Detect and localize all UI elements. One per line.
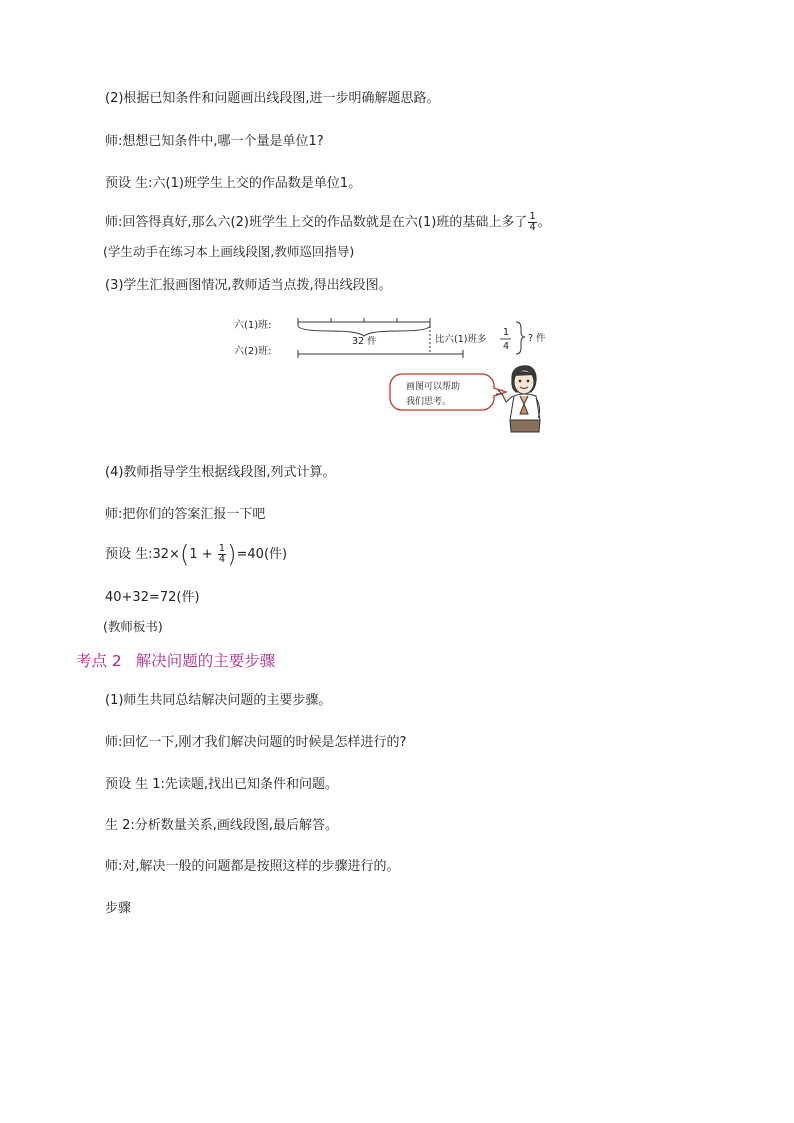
paragraph-preset-answer: 预设 生:六(1)班学生上交的作品数是单位1。 xyxy=(105,176,362,191)
row2-label: 六(2)班: xyxy=(234,346,272,357)
paragraph-teacher-praise: 师:回答得真好,那么六(2)班学生上交的作品数就是在六(1)班的基础上多了 $\frac{1}{4}$ 。 xyxy=(105,211,551,233)
paragraph-step2: (2)根据已知条件和问题画出线段图,进一步明确解题思路。 xyxy=(105,91,440,106)
boy-illustration xyxy=(496,366,540,432)
paragraph-step3: (3)学生汇报画图情况,教师适当点拨,得出线段图。 xyxy=(105,278,392,293)
row1-label: 六(1)班: xyxy=(234,320,272,331)
segment-label: 32 件 xyxy=(352,336,377,347)
paragraph-student1: 预设 生 1:先读题,找出已知条件和问题。 xyxy=(105,777,339,792)
compare-numerator: 1 xyxy=(503,327,510,338)
paragraph-teacher-question: 师:想想已知条件中,哪一个量是单位1? xyxy=(105,134,324,149)
paragraph-teacher-request: 师:把你们的答案汇报一下吧 xyxy=(105,507,266,522)
section-label: 考点 2 xyxy=(76,652,122,670)
paragraph-sum: 40+32=72(件) xyxy=(105,590,200,605)
paragraph-teacher-recall: 师:回忆一下,刚才我们解决问题的时候是怎样进行的? xyxy=(105,735,407,750)
paragraph-student-activity: (学生动手在练习本上画线段图,教师巡回指导) xyxy=(103,244,355,259)
fraction-quarter: $\frac{1}{4}$ xyxy=(529,211,536,233)
paragraph-student2: 生 2:分析数量关系,画线段图,最后解答。 xyxy=(105,818,339,833)
paragraph-calculation: 预设 生:32×(1 + $\frac{1}{4}$ )=40(件) xyxy=(105,540,288,569)
line-segment-diagram xyxy=(230,308,560,438)
compare-label: 比六(1)班多 xyxy=(435,334,487,345)
fraction-quarter-calc: $\frac{1}{4}$ xyxy=(218,543,226,565)
row2-segment xyxy=(298,350,463,358)
paragraph-steps: 步骤 xyxy=(105,901,132,916)
question-label: ? 件 xyxy=(528,333,546,344)
paragraph-teacher-confirm: 师:对,解决一般的问题都是按照这样的步骤进行的。 xyxy=(105,859,400,874)
right-brace xyxy=(516,322,525,354)
paragraph-step4: (4)教师指导学生根据线段图,列式计算。 xyxy=(105,465,336,480)
section-title: 解决问题的主要步骤 xyxy=(135,652,276,670)
bubble-text-line2: 我们思考。 xyxy=(406,397,452,407)
row1-segment xyxy=(298,318,430,336)
praise-text: 师:回答得真好,那么六(2)班学生上交的作品数就是在六(1)班的基础上多了 xyxy=(105,215,528,230)
compare-denominator: 4 xyxy=(503,341,510,352)
paragraph-board-note: (教师板书) xyxy=(103,619,163,634)
section-heading xyxy=(76,649,275,671)
paragraph-summary-step: (1)师生共同总结解决问题的主要步骤。 xyxy=(105,693,332,708)
bubble-text-line1: 画图可以帮助 xyxy=(406,382,461,392)
